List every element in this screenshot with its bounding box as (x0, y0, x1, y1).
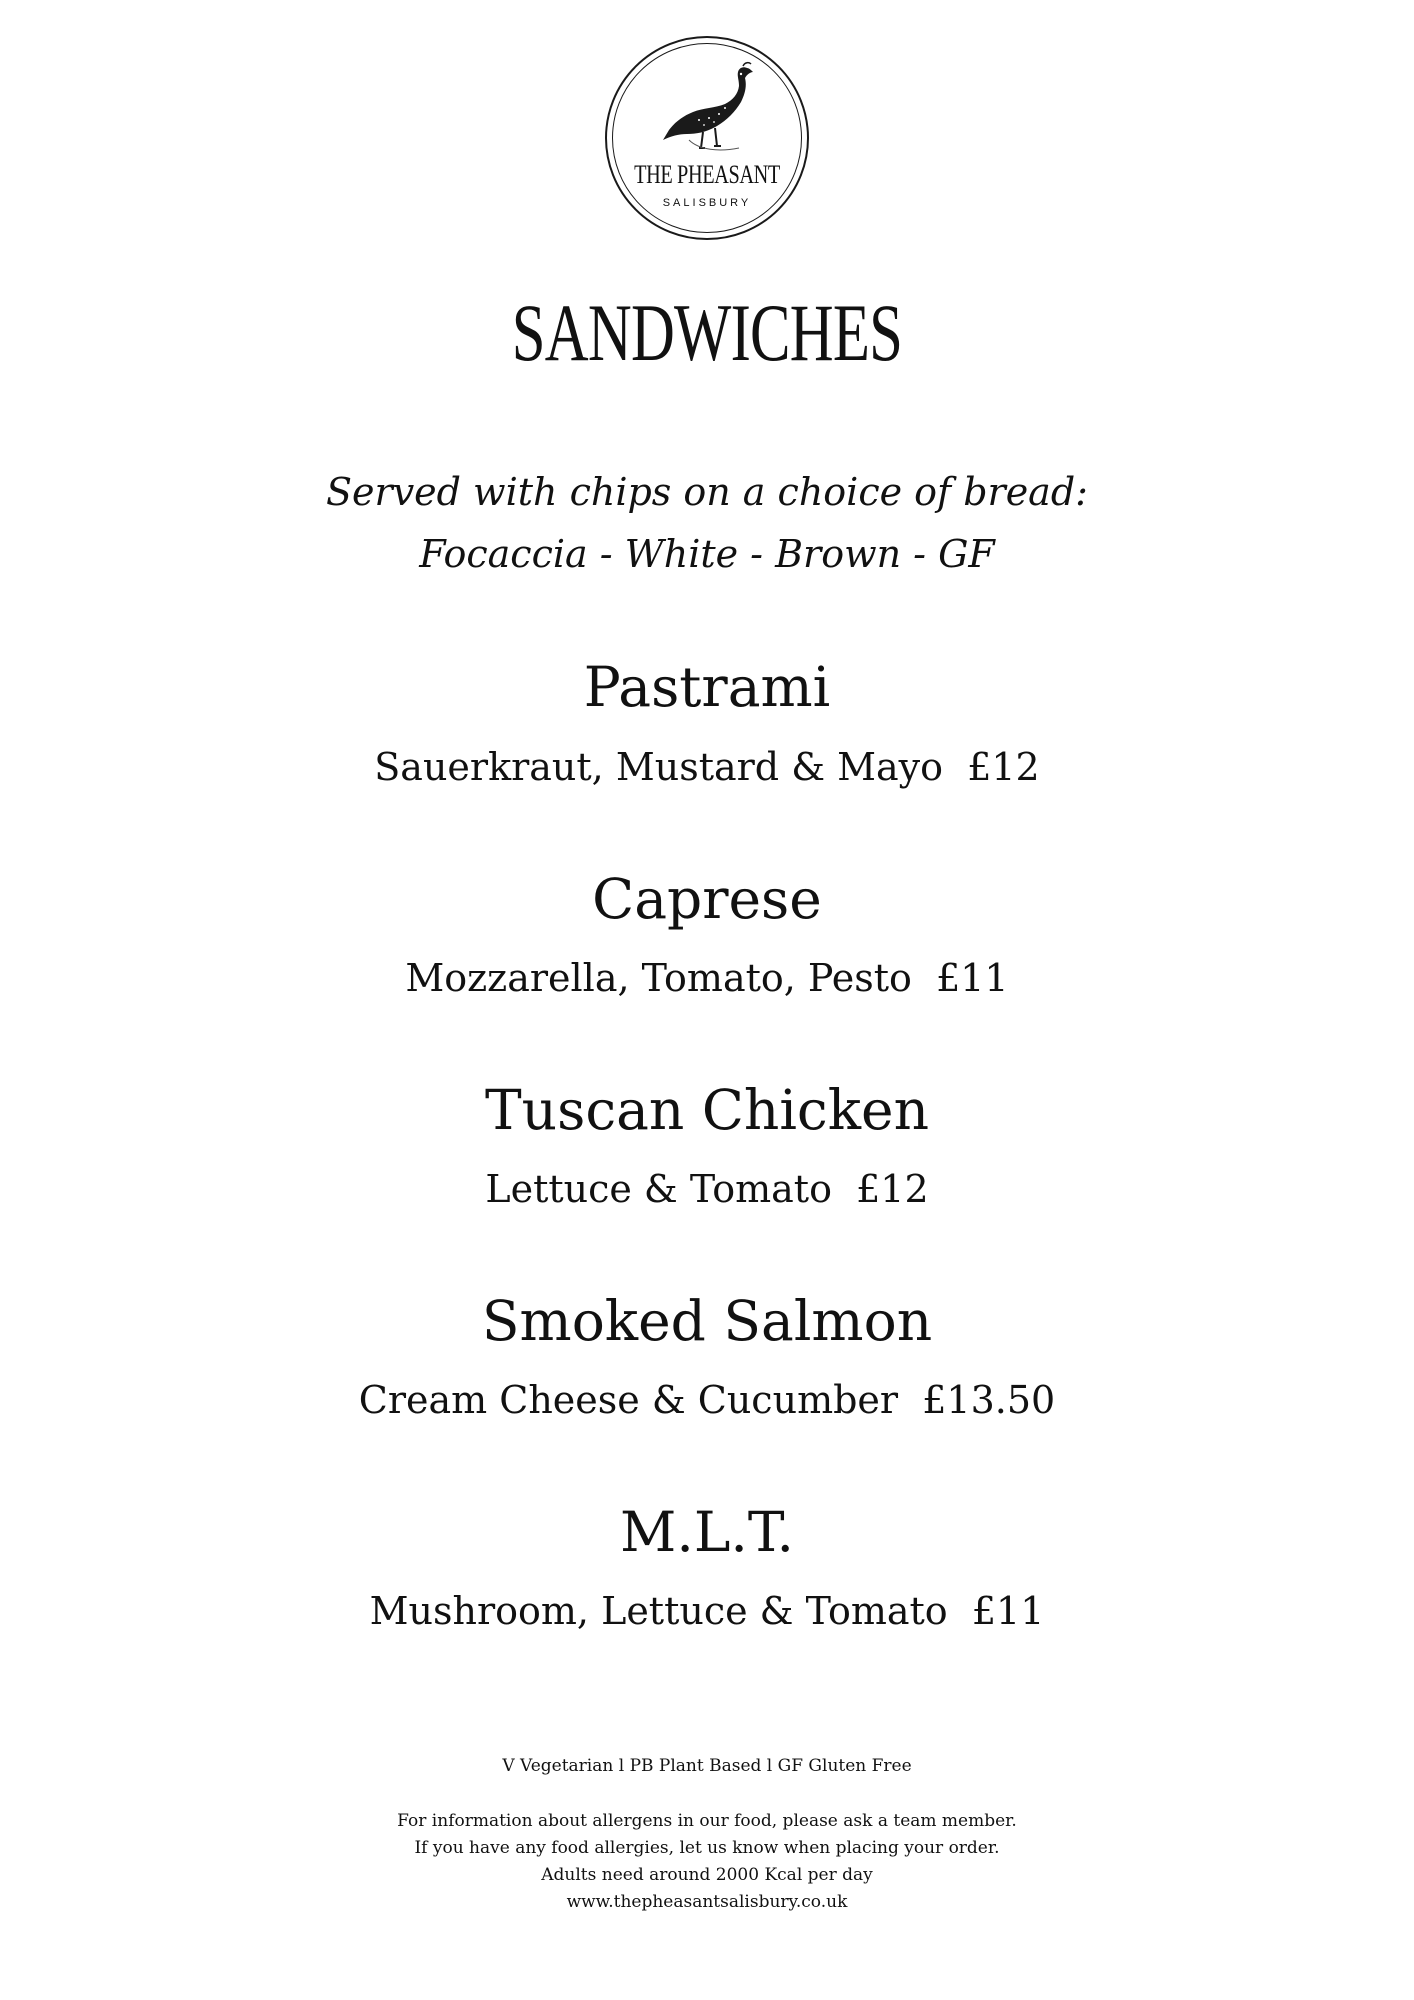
menu-item-description: Sauerkraut, Mustard & Mayo £12 (374, 745, 1040, 789)
menu-item-price: £11 (936, 956, 1009, 1000)
logo-location: SALISBURY (662, 197, 752, 209)
page-title: SANDWICHES (511, 287, 903, 378)
allergy-notice: If you have any food allergies, let us know when placing your order. (414, 1838, 1000, 1858)
menu-item-name: Smoked Salmon (481, 1289, 933, 1353)
kcal-notice: Adults need around 2000 Kcal per day (541, 1865, 873, 1885)
allergen-info: For information about allergens in our food, please ask a team member. (397, 1811, 1017, 1831)
menu-item-description: Mushroom, Lettuce & Tomato £11 (369, 1589, 1045, 1633)
website-link[interactable]: www.thepheasantsalisbury.co.uk (566, 1892, 848, 1912)
logo-name: THE PHEASANT (634, 160, 780, 189)
menu-item-price: £13.50 (922, 1378, 1056, 1422)
menu-item-name: M.L.T. (620, 1500, 794, 1564)
menu-item-price: £12 (856, 1167, 929, 1211)
intro-line-1: Served with chips on a choice of bread: (326, 470, 1088, 514)
pheasant-bird-icon (659, 60, 759, 160)
menu-item-name: Tuscan Chicken (484, 1078, 930, 1142)
menu-item-name: Pastrami (583, 655, 831, 719)
menu-item-price: £11 (971, 1589, 1045, 1633)
menu-item-description: Lettuce & Tomato £12 (485, 1167, 929, 1211)
menu-item-description: Cream Cheese & Cucumber £13.50 (358, 1378, 1056, 1422)
menu-item-description: Mozzarella, Tomato, Pesto £11 (405, 956, 1009, 1000)
menu-item-name: Caprese (592, 867, 822, 931)
pheasant-logo (605, 36, 809, 240)
menu-item-price: £12 (967, 745, 1040, 789)
intro-line-2: Focaccia - White - Brown - GF (419, 532, 995, 576)
dietary-key: V Vegetarian l PB Plant Based l GF Gluten Free (502, 1756, 912, 1776)
